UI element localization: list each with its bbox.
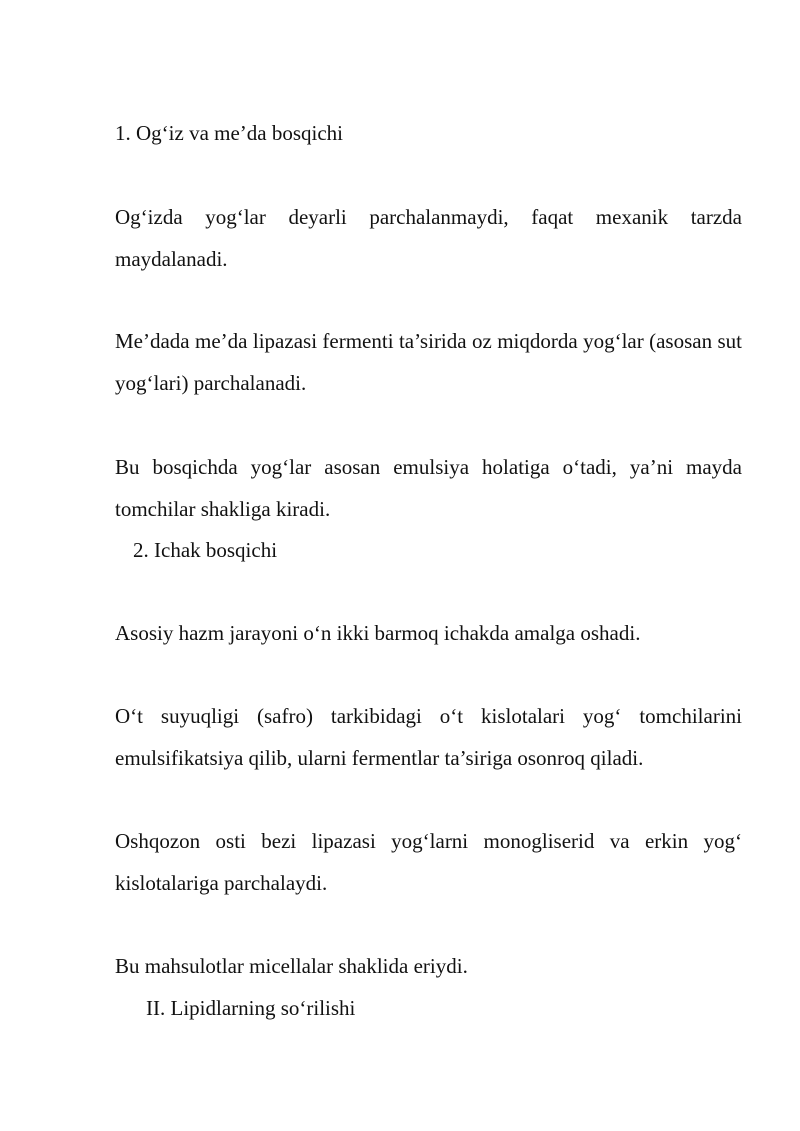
paragraph-micelles: Bu mahsulotlar micellalar shaklida eriydi. [115,954,468,978]
paragraph-emulsion: Bu bosqichda yog‘lar asosan emulsiya holatiga o‘tadi, ya’ni mayda tomchilar shakliga kiradi. [115,455,742,521]
section-heading-absorption: II. Lipidlarning so‘rilishi [146,996,356,1020]
paragraph-pancreatic-lipase: Oshqozon osti bezi lipazasi yog‘larni monogliserid va erkin yog‘ kislotalariga parchalaydi. [115,829,742,895]
paragraph-stomach: Me’dada me’da lipazasi fermenti ta’sirida oz miqdorda yog‘lar (asosan sut yog‘lari) parchalanadi. [115,329,742,395]
section-heading-intestine: 2. Ichak bosqichi [133,538,278,562]
paragraph-duodenum: Asosiy hazm jarayoni o‘n ikki barmoq ichakda amalga oshadi. [115,621,641,645]
paragraph-bile: O‘t suyuqligi (safro) tarkibidagi o‘t kislotalari yog‘ tomchilarini emulsifikatsiya qilib, ularni fermentlar ta’siriga osonroq qiladi. [115,704,742,770]
paragraph-mouth: Og‘izda yog‘lar deyarli parchalanmaydi, faqat mexanik tarzda maydalanadi. [115,205,742,271]
section-heading-oral-stomach: 1. Og‘iz va me’da bosqichi [115,121,344,145]
